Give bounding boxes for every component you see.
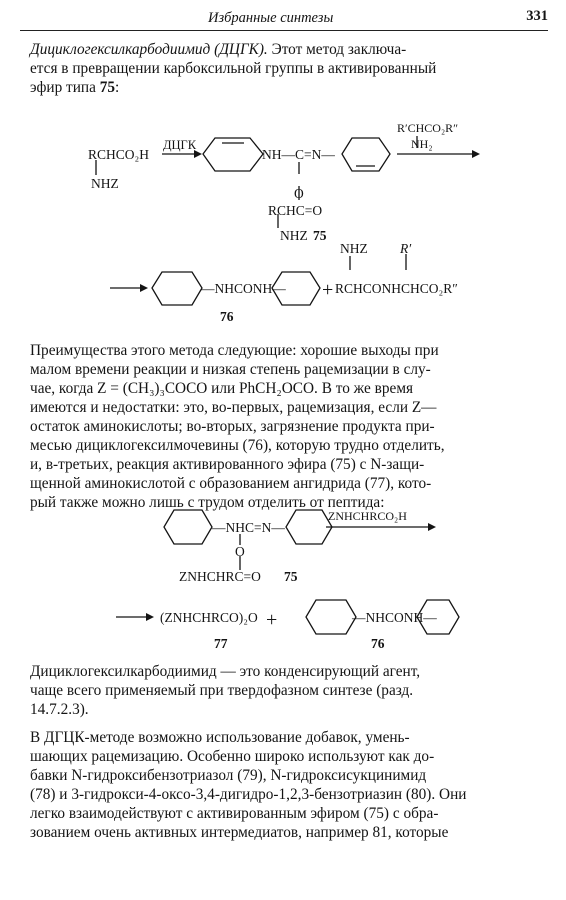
cyclohexane-ring-b	[286, 510, 332, 544]
peptide-substituent-nhz: NHZ	[340, 241, 368, 256]
intro-paragraph	[30, 40, 544, 97]
reagent-dcc: ДЦГК	[163, 138, 197, 152]
amine-reagent-substituent: NH₂	[411, 137, 433, 151]
anhydride-formula: (ZNHCHRCO)₂O	[160, 610, 258, 625]
urea-link: —NHCONH—	[201, 281, 286, 296]
urea-link-2: —NHCONH—	[352, 610, 437, 625]
dcc-agent-paragraph: Дициклогексилкарбодиимид — это конденсирующий агент, чаще всего применяемый при твердофазном синтезе (разд. 14.7.2.3).	[30, 663, 421, 718]
intro-line-3: эфир типа 75:	[30, 79, 120, 96]
page-number: 331	[526, 8, 548, 24]
peptide-formula: RCHCONHCHCO₂R″	[335, 281, 458, 296]
running-title: Избранные синтезы	[208, 10, 334, 26]
reactant-substituent: NHZ	[91, 176, 119, 191]
plus-sign-1: +	[322, 279, 334, 301]
amine-reagent: R′CHCO₂R″	[397, 121, 459, 135]
label-76: 76	[220, 309, 234, 324]
carbodiimide-link: NH—C=N—	[262, 147, 335, 162]
cyclohexane-ring-1	[152, 272, 202, 305]
peptide-substituent-r: R′	[400, 241, 412, 256]
intro-line-2: ется в превращении карбоксильной группы в активированный	[30, 60, 437, 77]
plus-sign-2: +	[266, 609, 278, 631]
cyclohexane-ring-c	[306, 600, 356, 634]
compound-ref-75: 75	[99, 79, 116, 96]
advantages-paragraph: Преимущества этого метода следующие: хорошие выходы при малом времени реакции и низкая степень рацемизации в слу- чае, когда Z = (CH₃)₃COCO или PhCH₂OCO. В то же время имеются и недостатки: это, во-первых, рацемизация, если Z— остаток аминокислоты; во-вторых, загрязнение продукта при- месью дициклогексилмочевины (76), которую трудно отделить, и, в-третьих, реакция активированного эфира (75) с N-защи- щенной аминокислотой с образованием ангидрида (77), кото- рый также можно лишь с трудом отделить от пептида:	[30, 342, 445, 511]
ester-oxygen: O	[294, 186, 304, 201]
label-75-b: 75	[284, 569, 298, 584]
cyclohexane-ring-a	[164, 510, 212, 544]
additives-paragraph: В ДГЦК-методе возможно использование добавок, умень- шающих рацемизацию. Особенно широко используют как до- бавки N-гидроксибензотриазол (79), N-гидроксисукцинимид (78) и 3-гидрокси-4-оксо-3,4-дигидро-1,2,3-бензотриазин (80). Они легко взаимодействуют с активированным эфиром (75) с обра- зованием очень активных интермедиатов, например 81, которые	[30, 729, 467, 841]
ester-chain-2: ZNHCHRC=O	[179, 569, 261, 584]
label-77: 77	[214, 636, 228, 651]
method-term: Дициклогексилкарбодиимид (ДЦГК).	[30, 41, 268, 58]
reagent-protected-acid: ZNHCHRCO₂H	[328, 509, 407, 523]
reaction-scheme-2	[0, 500, 566, 655]
ester-substituent: NHZ	[280, 228, 308, 243]
label-76-b: 76	[371, 636, 385, 651]
running-header	[20, 4, 548, 31]
ester-chain: RCHC=O	[268, 203, 323, 218]
ester-oxygen-2: O	[235, 544, 245, 559]
reactant-formula: RCHCO₂H	[88, 147, 149, 162]
reaction-scheme-1	[0, 108, 566, 328]
intro-line-1: Дициклогексилкарбодиимид (ДЦГК). Этот метод заключа-	[30, 41, 407, 58]
carbodiimide-link-2: —NHC=N—	[212, 520, 285, 535]
label-75: 75	[313, 228, 327, 243]
